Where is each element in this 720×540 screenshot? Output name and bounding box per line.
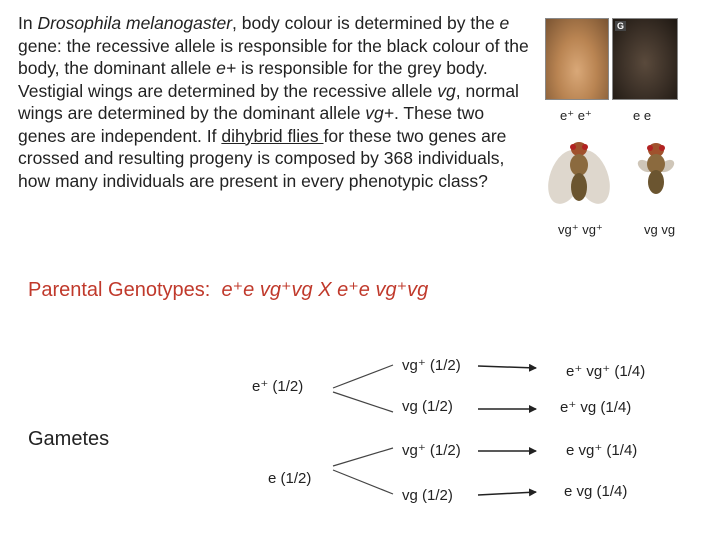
branch-line xyxy=(333,448,393,466)
underlined-phrase: dihybrid flies xyxy=(221,125,324,146)
label-eplus-eplus: e⁺ e⁺ xyxy=(560,108,592,123)
gamete-e-vgplus: vg⁺ (1/2) xyxy=(402,442,461,459)
result-eplus-vgplus: e⁺ vg⁺ (1/4) xyxy=(566,363,646,380)
question-segment: In xyxy=(18,13,38,33)
gene-symbol: e xyxy=(499,13,510,33)
branch-line xyxy=(333,470,393,494)
arrow xyxy=(478,366,536,368)
allele-symbol: vg xyxy=(437,80,456,101)
parental-genotypes: e⁺e vg⁺vg X e⁺e vg⁺vg xyxy=(221,279,429,301)
arrow xyxy=(478,492,536,495)
photo-tag-right: G xyxy=(617,21,625,31)
gamete-eplus: e⁺ (1/2) xyxy=(252,378,304,395)
gamete-eplus-vgplus: vg⁺ (1/2) xyxy=(402,357,461,374)
gamete-eplus-vg: vg (1/2) xyxy=(402,398,453,415)
parental-label: Parental Genotypes: xyxy=(28,279,211,301)
question-segment: gene: the recessive allele is responsible for the black colour of the body, the dominant allele xyxy=(18,35,529,78)
gamete-e: e (1/2) xyxy=(268,470,312,487)
question-segment: . These two genes are independent. If xyxy=(18,103,485,146)
question-segment: is responsible for the grey body. Vestigial wings are determined by the recessive allele xyxy=(18,58,488,101)
allele-symbol: vg+ xyxy=(365,103,394,123)
result-eplus-vg: e⁺ vg (1/4) xyxy=(560,399,632,416)
allele-symbol: e+ xyxy=(216,58,237,78)
label-ee: e e xyxy=(633,108,652,123)
gametes-title: Gametes xyxy=(28,428,110,450)
branch-line xyxy=(333,392,393,412)
question-segment: , body colour is determined by the xyxy=(232,13,500,33)
label-vgvg: vg vg xyxy=(644,222,676,237)
question-segment: , normal wings are determined by the dominant allele xyxy=(18,80,519,123)
question-segment: for these two genes are crossed and resulting progeny is composed by 368 individuals, how many individuals are present in every phenotypic class? xyxy=(18,125,507,191)
result-e-vgplus: e vg⁺ (1/4) xyxy=(566,442,638,459)
species-name: Drosophila melanogaster xyxy=(37,13,233,33)
result-e-vg: e vg (1/4) xyxy=(564,483,628,500)
label-vgplus-vgplus: vg⁺ vg⁺ xyxy=(558,222,603,237)
branch-line xyxy=(333,365,393,388)
gamete-e-vg: vg (1/2) xyxy=(402,487,453,504)
